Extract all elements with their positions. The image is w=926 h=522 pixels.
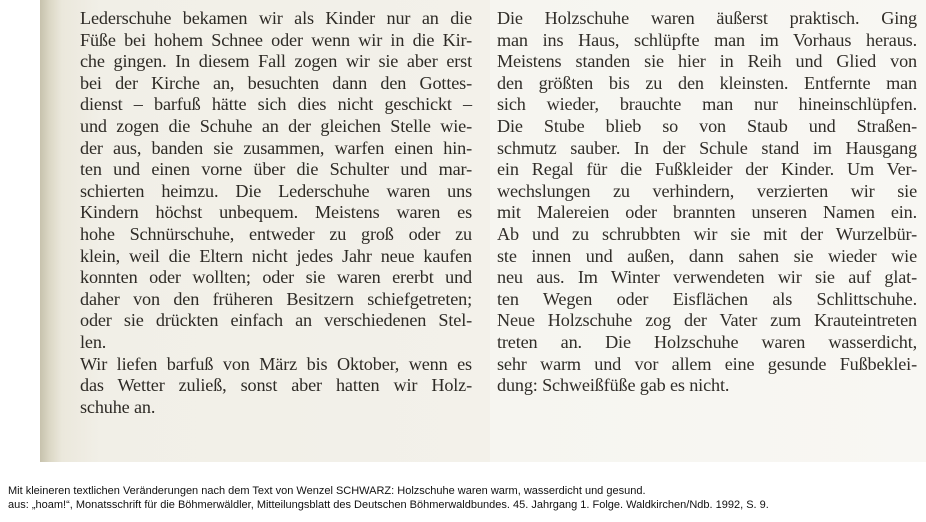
right-text-column [497, 8, 917, 397]
text-line: Die Holzschuhe waren äußerst praktisch. Ging [497, 8, 917, 28]
text-line: ein Regal für die Fußkleider der Kinder. Um Ver- [497, 159, 917, 180]
text-line: dung: Schweißfüße gab es nicht. [497, 375, 730, 396]
text-line: der aus, banden sie zusammen, warfen einen hin- [80, 137, 472, 158]
text-line: Lederschuhe bekamen wir als Kinder nur an die [80, 8, 472, 28]
text-line: daher von den früheren Besitzern schiefgetreten; [80, 288, 472, 309]
text-line: Wir liefen barfuß von März bis Oktober, wenn es [80, 353, 472, 374]
text-line: den größten bis zu den kleinsten. Entfernte man [497, 72, 917, 93]
text-line: len. [80, 331, 107, 352]
source-caption [8, 484, 918, 512]
text-line: bei der Kirche an, besuchten dann den Gottes- [80, 72, 472, 93]
text-line: treten an. Die Holzschuhe waren wasserdicht, [497, 331, 917, 352]
text-line: Füße bei hohem Schnee oder wenn wir in die Kir- [80, 29, 472, 50]
text-line: neu aus. Im Winter verwendeten wir sie auf glat- [497, 267, 917, 288]
text-line: mit Malereien oder brannten unseren Namen ein. [497, 202, 917, 223]
text-line: ten und einen vorne über die Schulter und mar- [80, 159, 472, 180]
text-line: konnten oder wollten; oder sie waren ererbt und [80, 267, 472, 288]
text-line: ten Wegen oder Eisflächen als Schlittschuhe. [497, 288, 917, 309]
text-line: Meistens standen sie hier in Reih und Glied von [497, 51, 917, 72]
caption-line-1: Mit kleineren textlichen Veränderungen nach dem Text von Wenzel SCHWARZ: Holzschuhe waren warm, wasserdicht und gesund. [8, 485, 646, 497]
text-line: dienst – barfuß hätte sich dies nicht geschickt – [80, 94, 472, 115]
left-text-column [80, 8, 472, 418]
text-line: oder sie drückten einfach an verschiedenen Stel- [80, 310, 472, 331]
text-line: sich wieder, brauchte man nur hineinschlüpfen. [497, 94, 917, 115]
text-line: che gingen. In diesem Fall zogen wir sie aber erst [80, 51, 472, 72]
text-line: und zogen die Schuhe an der gleichen Stelle wie- [80, 115, 472, 136]
text-line: sehr warm und vor allem eine gesunde Fußbeklei- [497, 353, 917, 374]
text-line: Ab und zu schrubbten wir sie mit der Wurzelbür- [497, 223, 917, 244]
text-line: schierten heimzu. Die Lederschuhe waren uns [80, 180, 472, 201]
text-line: schmutz sauber. In der Schule stand im Hausgang [497, 137, 917, 158]
text-line: das Wetter zuließ, sonst aber hatten wir Holz- [80, 375, 472, 396]
text-line: man ins Haus, schlüpfte man im Vorhaus heraus. [497, 29, 917, 50]
caption-line-2: aus: „hoam!“, Monatsschrift für die Böhmerwäldler, Mitteilungsblatt des Deutschen Böhmerwaldbundes. 45. Jahrgang 1. Folge. Waldkirchen/Ndb. 1992, S. 9. [8, 499, 769, 511]
text-line: Die Stube blieb so von Staub und Straßen- [497, 115, 917, 136]
text-line: ste innen und außen, dann sahen sie wieder wie [497, 245, 917, 266]
text-line: wechslungen zu verhindern, verzierten wir sie [497, 180, 917, 201]
text-line: schuhe an. [80, 396, 156, 417]
text-line: Kindern höchst unbequem. Meistens waren es [80, 202, 472, 223]
text-line: hohe Schnürschuhe, entweder zu groß oder zu [80, 223, 472, 244]
text-line: Neue Holzschuhe zog der Vater zum Krauteintreten [497, 310, 917, 331]
text-line: klein, weil die Eltern nicht jedes Jahr neue kaufen [80, 245, 472, 266]
